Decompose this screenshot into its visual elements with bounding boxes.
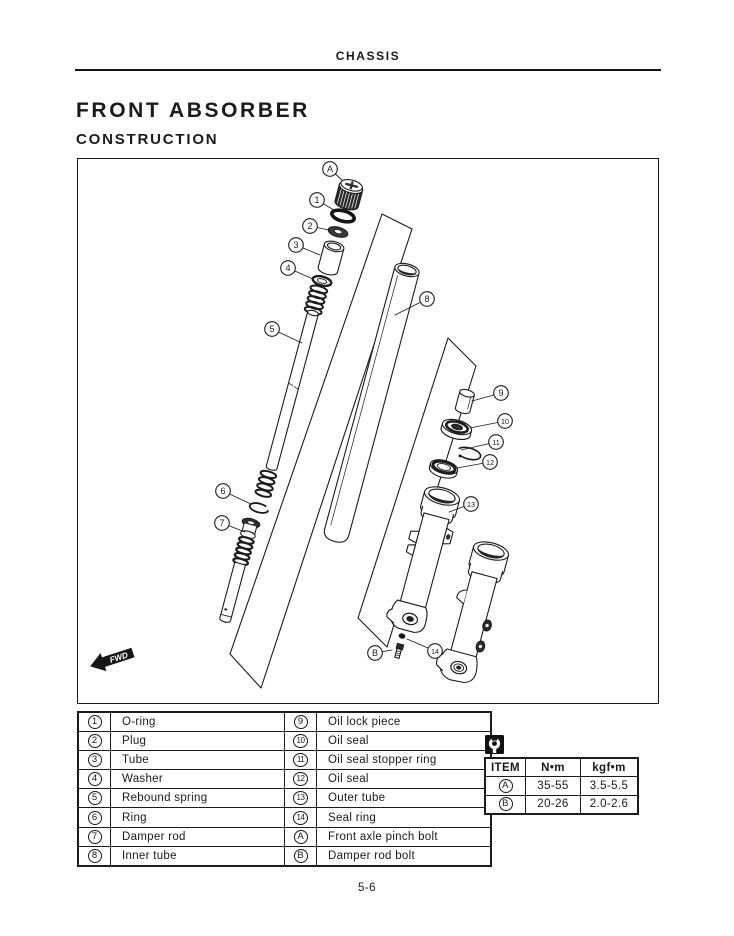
part-name-cell: Oil seal xyxy=(317,732,492,751)
callout-label: 6 xyxy=(220,486,226,497)
callout-B xyxy=(368,646,392,661)
part-name-cell: O-ring xyxy=(111,712,285,732)
fork-leg-assembled xyxy=(433,537,512,687)
exploded-diagram xyxy=(77,158,659,704)
part-name-cell: Rebound spring xyxy=(111,789,285,808)
seal-ring xyxy=(398,633,406,640)
header-rule xyxy=(75,69,661,71)
item-badge-7: 7 xyxy=(88,830,102,844)
torque-header-1: N•m xyxy=(526,758,581,777)
page-number: 5-6 xyxy=(357,882,377,894)
section-title: CONSTRUCTION xyxy=(76,131,219,148)
part-name-cell: Seal ring xyxy=(317,808,492,827)
part-name-cell: Oil lock piece xyxy=(317,712,492,732)
part-name-cell: Damper rod bolt xyxy=(317,846,492,866)
part-badge-cell xyxy=(285,712,317,732)
fork-cap-plug xyxy=(334,177,365,212)
rebound-spring-bottom xyxy=(255,469,277,498)
front-fork-exploded-view xyxy=(78,159,658,703)
part-badge-cell xyxy=(78,751,111,770)
parts-table-row xyxy=(78,712,491,732)
part-badge-cell xyxy=(285,770,317,789)
torque-header-0: ITEM xyxy=(485,758,526,777)
item-badge-A: A xyxy=(499,779,513,793)
torque-row-A xyxy=(485,777,638,796)
item-badge-B: B xyxy=(294,849,308,863)
callout-label: 14 xyxy=(431,647,439,657)
part-name-cell: Front axle pinch bolt xyxy=(317,827,492,846)
torque-nm-cell: 35-55 xyxy=(526,777,581,796)
parts-table-row xyxy=(78,770,491,789)
chapter-header: CHASSIS xyxy=(335,49,401,63)
callout-5 xyxy=(265,322,302,343)
part-badge-cell xyxy=(78,770,111,789)
callout-label: 12 xyxy=(486,458,494,468)
parts-table-row xyxy=(78,846,491,866)
fwd-arrow xyxy=(87,643,136,675)
part-badge-cell xyxy=(78,808,111,827)
part-badge-cell xyxy=(285,827,317,846)
callout-label: 11 xyxy=(492,438,500,448)
callout-label: 10 xyxy=(501,417,509,427)
item-badge-5: 5 xyxy=(88,791,102,805)
part-badge-cell xyxy=(285,808,317,827)
item-badge-10: 10 xyxy=(293,734,308,748)
callout-7 xyxy=(215,516,245,532)
page-title: FRONT ABSORBER xyxy=(76,99,310,122)
torque-row-B xyxy=(485,795,638,814)
callout-label: 5 xyxy=(269,324,275,335)
callout-3 xyxy=(289,238,320,255)
torque-header-2: kgf•m xyxy=(581,758,639,777)
wrench-icon xyxy=(485,735,504,754)
parts-table-row xyxy=(78,827,491,846)
callout-10 xyxy=(470,414,512,429)
item-badge-13: 13 xyxy=(293,791,308,805)
callout-label: 7 xyxy=(219,518,225,529)
torque-spec-table xyxy=(484,757,639,815)
damper-rod-bolt xyxy=(394,643,404,658)
parts-table-row xyxy=(78,751,491,770)
item-badge-9: 9 xyxy=(294,715,308,729)
part-name-cell: Ring xyxy=(111,808,285,827)
part-name-cell: Plug xyxy=(111,732,285,751)
part-badge-cell xyxy=(285,789,317,808)
part-name-cell: Oil seal xyxy=(317,770,492,789)
ring xyxy=(249,501,271,515)
parts-table-row xyxy=(78,789,491,808)
item-badge-2: 2 xyxy=(88,734,102,748)
part-name-cell: Tube xyxy=(111,751,285,770)
item-badge-11: 11 xyxy=(293,753,308,767)
part-name-cell: Oil seal stopper ring xyxy=(317,751,492,770)
part-badge-cell xyxy=(78,789,111,808)
item-badge-A: A xyxy=(294,830,308,844)
part-badge-cell xyxy=(78,732,111,751)
part-name-cell: Outer tube xyxy=(317,789,492,808)
callout-A xyxy=(323,162,342,180)
callout-label: 4 xyxy=(285,263,291,274)
callout-2 xyxy=(303,219,329,234)
callout-label: B xyxy=(371,648,379,659)
item-badge-1: 1 xyxy=(88,715,102,729)
plug-washer xyxy=(327,225,349,239)
callout-label: 3 xyxy=(293,240,299,251)
item-badge-8: 8 xyxy=(88,849,102,863)
callout-1 xyxy=(310,193,334,210)
callout-9 xyxy=(472,386,508,401)
part-badge-cell xyxy=(78,827,111,846)
part-name-cell: Damper rod xyxy=(111,827,285,846)
torque-item-cell xyxy=(485,795,526,814)
parts-legend-table xyxy=(77,711,492,867)
item-badge-4: 4 xyxy=(88,772,102,786)
parts-table-row xyxy=(78,808,491,827)
item-badge-6: 6 xyxy=(88,811,102,825)
part-badge-cell xyxy=(285,846,317,866)
parts-table-row xyxy=(78,732,491,751)
torque-nm-cell: 20-26 xyxy=(526,795,581,814)
callout-label: 8 xyxy=(424,294,430,305)
part-badge-cell xyxy=(285,732,317,751)
item-badge-14: 14 xyxy=(293,811,308,825)
callout-4 xyxy=(281,261,313,279)
torque-kgfm-cell: 2.0-2.6 xyxy=(581,795,639,814)
callout-label: 1 xyxy=(314,195,320,206)
torque-item-cell xyxy=(485,777,526,796)
item-badge-3: 3 xyxy=(88,753,102,767)
callout-label: A xyxy=(326,164,334,175)
part-name-cell: Inner tube xyxy=(111,846,285,866)
part-badge-cell xyxy=(285,751,317,770)
torque-kgfm-cell: 3.5-5.5 xyxy=(581,777,639,796)
item-badge-B: B xyxy=(499,797,513,811)
fwd-label: FWD xyxy=(108,650,130,665)
part-badge-cell xyxy=(78,846,111,866)
callout-label: 2 xyxy=(307,221,313,232)
item-badge-12: 12 xyxy=(293,772,308,786)
callout-14 xyxy=(407,639,442,658)
spacer-tube xyxy=(317,239,345,277)
callout-label: 13 xyxy=(467,500,475,510)
part-name-cell: Washer xyxy=(111,770,285,789)
part-badge-cell xyxy=(78,712,111,732)
callout-label: 9 xyxy=(498,388,504,399)
callout-6 xyxy=(216,484,251,504)
